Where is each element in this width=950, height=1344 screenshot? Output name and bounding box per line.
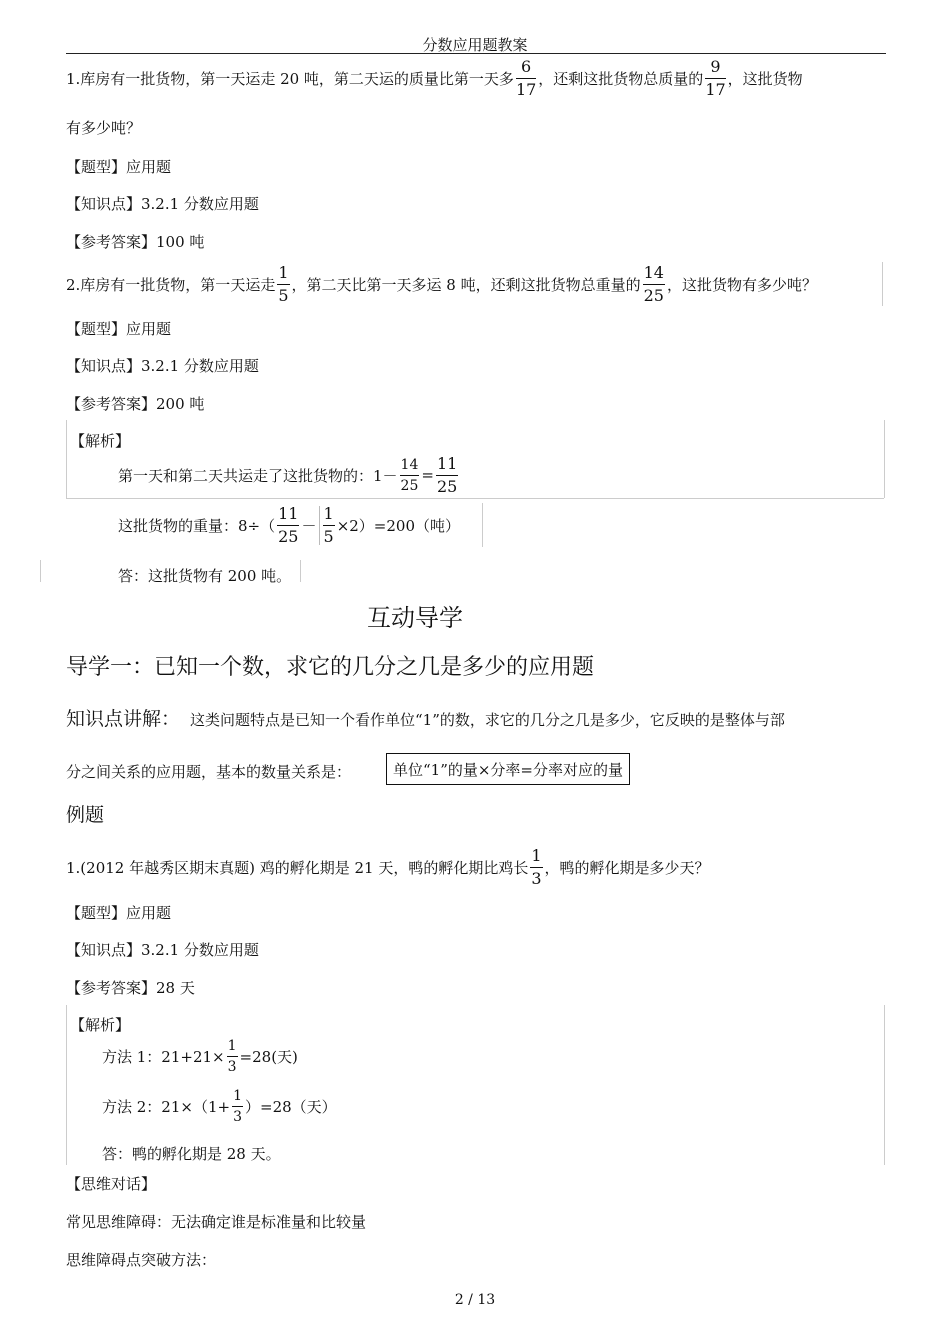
q2-line1-fraction-1 [400, 458, 420, 493]
ex1-type: 【题型】应用题 [66, 904, 172, 922]
ex1-m2-numerator: 1 [232, 1089, 243, 1107]
q2-line1-text: 第一天和第二天共运走了这批货物的：1－ [118, 466, 398, 485]
q2-line1-f1-denominator: 25 [400, 477, 419, 494]
ex1-m1-fraction [227, 1039, 238, 1074]
q1-answer: 【参考答案】100 吨 [66, 233, 205, 251]
q2-line2-border [118, 503, 483, 547]
q2-line1-f2-denominator: 25 [436, 476, 458, 496]
q2-analysis-label: 【解析】 [70, 432, 131, 450]
quantity-relation-text: 单位“1”的量×分率=分率对应的量 [392, 760, 624, 779]
q1-text-b: ，还剩这批货物总质量的 [538, 69, 704, 88]
ex1-text-a: 1.(2012 年越秀区期末真题) 鸡的孵化期是 21 天，鸭的孵化期比鸡长 [66, 858, 529, 877]
q2-frac1-numerator: 1 [277, 265, 289, 285]
q2-type: 【题型】应用题 [66, 320, 172, 338]
q2-line2-minus: － [301, 516, 317, 535]
q2-line2-f1-numerator: 11 [277, 506, 299, 526]
ex1-m1-text-b: =28(天) [239, 1047, 298, 1066]
q2-text-c: ，这批货物有多少吨？ [666, 275, 817, 294]
q1-type: 【题型】应用题 [66, 158, 172, 176]
ex1-method-2 [102, 1084, 337, 1128]
q2-line1-fraction-2 [436, 453, 458, 496]
ex1-analysis-label: 【解析】 [70, 1016, 131, 1034]
q1-frac2-numerator: 9 [705, 59, 725, 79]
ex1-method-1 [102, 1034, 298, 1078]
q2-box-edge [66, 262, 883, 306]
q1-fraction-2 [705, 56, 726, 99]
ex1-frac-numerator: 1 [530, 848, 542, 868]
ex1-fraction [530, 845, 542, 888]
ex1-m1-numerator: 1 [227, 1039, 238, 1057]
knowledge-text-2: 分之间关系的应用题，基本的数量关系是： [66, 763, 352, 781]
thinking-dialog-label: 【思维对话】 [66, 1175, 157, 1193]
q2-answer: 【参考答案】200 吨 [66, 395, 205, 413]
knowledge-text-1: 这类问题特点是已知一个看作单位“1”的数，求它的几分之几是多少，它反映的是整体与部 [190, 711, 785, 729]
ex1-frac-denominator: 3 [531, 868, 542, 888]
ex1-m2-fraction [232, 1089, 243, 1124]
quantity-relation-box [386, 753, 630, 785]
q1-fraction-1 [515, 56, 537, 99]
obstacle-method: 思维障碍点突破方法： [66, 1251, 217, 1269]
ex1-m2-text-b: ）=28（天） [245, 1097, 337, 1116]
ex1-m1-denominator: 3 [227, 1058, 237, 1075]
q2-line1-equals: = [421, 466, 434, 484]
q1-frac2-denominator: 17 [705, 79, 726, 99]
q2-analysis-line1 [118, 453, 460, 497]
common-obstacle: 常见思维障碍：无法确定谁是标准量和比较量 [66, 1213, 367, 1231]
q2-line2-f2-numerator: 1 [323, 506, 335, 526]
q2-line2-f2-denominator: 5 [323, 526, 334, 546]
section-title: 互动导学 [367, 604, 463, 632]
q2-line3-border-right [40, 560, 301, 582]
header-rule [66, 53, 886, 54]
page-header-title: 分数应用题教案 [422, 36, 528, 54]
q1-knowledge: 【知识点】3.2.1 分数应用题 [66, 195, 259, 213]
q2-line2-f1-denominator: 25 [278, 526, 299, 546]
q2-frac1-denominator: 5 [278, 285, 289, 305]
ex1-m2-text-a: 方法 2：21×（1+ [102, 1097, 231, 1116]
q2-text-a: 2.库房有一批货物，第一天运走 [66, 275, 276, 294]
q2-line1-f2-numerator: 11 [436, 456, 458, 476]
q2-line1-f1-numerator: 14 [400, 458, 420, 476]
guide-one-heading: 导学一：已知一个数，求它的几分之几是多少的应用题 [66, 655, 595, 680]
q1-frac1-numerator: 6 [516, 59, 536, 79]
q1-text-a: 1.库房有一批货物，第一天运走 20 吨，第二天运的质量比第一天多 [66, 69, 514, 88]
q2-line2-text-a: 这批货物的重量：8÷（ [118, 516, 276, 535]
ex1-knowledge: 【知识点】3.2.1 分数应用题 [66, 941, 259, 959]
ex1-answer: 【参考答案】28 天 [66, 979, 195, 997]
knowledge-explanation [66, 704, 785, 731]
q1-text-c: ，这批货物 [727, 69, 803, 88]
ex1-text-b: ，鸭的孵化期是多少天？ [544, 858, 710, 877]
q2-knowledge: 【知识点】3.2.1 分数应用题 [66, 357, 259, 375]
ex1-m1-text-a: 方法 1：21+21× [102, 1047, 225, 1066]
q1-text-d: 有多少吨？ [66, 119, 142, 137]
q1-statement [66, 56, 803, 100]
page-number: 2 / 13 [454, 1292, 496, 1308]
example-heading: 例题 [66, 804, 105, 826]
q2-analysis-line3: 答：这批货物有 200 吨。 [118, 567, 292, 585]
knowledge-label: 知识点讲解： [66, 708, 181, 730]
q2-frac2-numerator: 14 [643, 265, 665, 285]
ex1-conclusion: 答：鸭的孵化期是 28 天。 [102, 1145, 281, 1163]
q1-frac1-denominator: 17 [515, 79, 537, 99]
q2-line2-text-b: ×2）=200（吨） [336, 516, 460, 535]
q2-frac2-denominator: 25 [643, 285, 664, 305]
ex1-m2-denominator: 3 [233, 1108, 243, 1125]
ex1-statement [66, 845, 710, 889]
q2-text-b: ，第二天比第一天多运 8 吨，还剩这批货物总重量的 [291, 275, 641, 294]
